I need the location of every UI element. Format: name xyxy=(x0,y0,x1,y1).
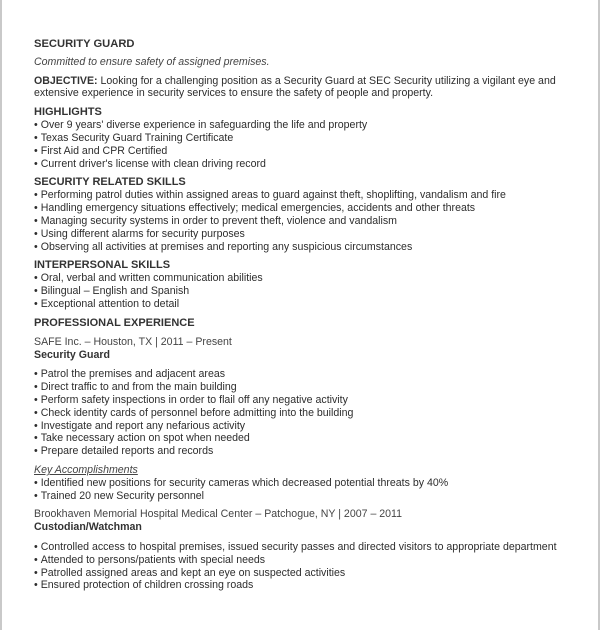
key-accomplishments-heading: Key Accomplishments xyxy=(34,463,138,476)
list-item-text: Over 9 years' diverse experience in safeguarding the life and property xyxy=(40,119,368,132)
resume-content xyxy=(34,38,574,598)
bullet-icon: • xyxy=(34,227,38,240)
resume-title: SECURITY GUARD xyxy=(34,38,135,50)
bullet-icon: • xyxy=(34,476,38,489)
list-item-text: Patrol the premises and adjacent areas xyxy=(40,368,226,381)
job-1-company: SAFE Inc. – Houston, TX | 2011 – Present xyxy=(34,335,232,348)
list-item xyxy=(34,158,574,171)
experience-heading: PROFESSIONAL EXPERIENCE xyxy=(34,316,195,329)
list-item-text: Ensured protection of children crossing roads xyxy=(40,579,254,592)
list-item-text: First Aid and CPR Certified xyxy=(40,144,168,157)
highlights-list xyxy=(34,119,574,170)
job-2-header xyxy=(34,508,574,534)
list-item xyxy=(34,541,574,554)
job-1-header xyxy=(34,336,574,362)
resume-tagline: Committed to ensure safety of assigned premises. xyxy=(34,55,270,68)
list-item-text: Investigate and report any nefarious activity xyxy=(40,419,246,432)
list-item-text: Observing all activities at premises and reporting any suspicious circumstances xyxy=(40,240,413,253)
list-item-text: Direct traffic to and from the main building xyxy=(40,381,237,394)
list-item-text: Controlled access to hospital premises, issued security passes and directed visitors to appropriate department xyxy=(40,540,557,553)
list-item-text: Patrolled assigned areas and kept an eye on suspected activities xyxy=(40,566,346,579)
list-item xyxy=(34,119,574,132)
list-item xyxy=(34,241,574,254)
key-accomplishments-list xyxy=(34,477,574,503)
list-item-text: Bilingual – English and Spanish xyxy=(40,285,190,298)
list-item xyxy=(34,394,574,407)
list-item xyxy=(34,445,574,458)
list-item xyxy=(34,285,574,298)
bullet-icon: • xyxy=(34,119,38,132)
list-item xyxy=(34,272,574,285)
list-item xyxy=(34,477,574,490)
interpersonal-skills-heading: INTERPERSONAL SKILLS xyxy=(34,259,171,272)
list-item xyxy=(34,132,574,145)
list-item xyxy=(34,228,574,241)
list-item-text: Identified new positions for security cameras which decreased potential threats by 40% xyxy=(40,476,449,489)
job-2-role: Custodian/Watchman xyxy=(34,521,142,534)
list-item-text: Oral, verbal and written communication abilities xyxy=(40,272,263,285)
list-item xyxy=(34,420,574,433)
list-item xyxy=(34,381,574,394)
list-item-text: Trained 20 new Security personnel xyxy=(40,489,205,502)
list-item-text: Exceptional attention to detail xyxy=(40,297,180,310)
job-2-company: Brookhaven Memorial Hospital Medical Center – Patchogue, NY | 2007 – 2011 xyxy=(34,508,403,521)
list-item xyxy=(34,298,574,311)
list-item xyxy=(34,189,574,202)
list-item xyxy=(34,567,574,580)
bullet-icon: • xyxy=(34,202,38,215)
list-item-text: Performing patrol duties within assigned areas to guard against theft, shoplifting, vandalism and fire xyxy=(40,189,506,202)
bullet-icon: • xyxy=(34,272,38,285)
list-item xyxy=(34,215,574,228)
list-item xyxy=(34,202,574,215)
list-item-text: Using different alarms for security purposes xyxy=(40,227,245,240)
job-2-duties xyxy=(34,541,574,592)
highlights-heading: HIGHLIGHTS xyxy=(34,106,102,119)
bullet-icon: • xyxy=(34,381,38,394)
bullet-icon: • xyxy=(34,419,38,432)
job-1-duties xyxy=(34,368,574,458)
bullet-icon: • xyxy=(34,489,38,502)
security-skills-heading: SECURITY RELATED SKILLS xyxy=(34,176,186,189)
bullet-icon: • xyxy=(34,240,38,253)
list-item-text: Prepare detailed reports and records xyxy=(40,445,214,458)
list-item xyxy=(34,432,574,445)
list-item-text: Take necessary action on spot when needed xyxy=(40,432,250,445)
list-item-text: Check identity cards of personnel before admitting into the building xyxy=(40,406,354,419)
bullet-icon: • xyxy=(34,368,38,381)
bullet-icon: • xyxy=(34,432,38,445)
bullet-icon: • xyxy=(34,285,38,298)
bullet-icon: • xyxy=(34,131,38,144)
job-1-role: Security Guard xyxy=(34,348,110,361)
interpersonal-skills-list xyxy=(34,272,574,310)
list-item-text: Managing security systems in order to prevent theft, violence and vandalism xyxy=(40,214,397,227)
list-item-text: Perform safety inspections in order to flail off any negative activity xyxy=(40,393,348,406)
bullet-icon: • xyxy=(34,406,38,419)
list-item-text: Current driver's license with clean driving record xyxy=(40,157,266,170)
list-item-text: Handling emergency situations effectively; medical emergencies, accidents and other threats xyxy=(40,202,476,215)
security-skills-list xyxy=(34,189,574,253)
objective-label: OBJECTIVE: xyxy=(34,74,98,87)
bullet-icon: • xyxy=(34,157,38,170)
objective-text: Looking for a challenging position as a Security Guard at SEC Security utilizing a vigilant eye and extensive experience in security services to ensure the safety of people and property. xyxy=(34,74,556,100)
list-item xyxy=(34,579,574,592)
bullet-icon: • xyxy=(34,189,38,202)
list-item xyxy=(34,490,574,503)
bullet-icon: • xyxy=(34,579,38,592)
bullet-icon: • xyxy=(34,445,38,458)
list-item xyxy=(34,368,574,381)
list-item xyxy=(34,407,574,420)
bullet-icon: • xyxy=(34,566,38,579)
list-item xyxy=(34,554,574,567)
bullet-icon: • xyxy=(34,553,38,566)
bullet-icon: • xyxy=(34,144,38,157)
bullet-icon: • xyxy=(34,540,38,553)
list-item-text: Texas Security Guard Training Certificate xyxy=(40,131,234,144)
bullet-icon: • xyxy=(34,214,38,227)
list-item xyxy=(34,145,574,158)
list-item-text: Attended to persons/patients with special needs xyxy=(40,553,266,566)
objective xyxy=(34,75,574,101)
bullet-icon: • xyxy=(34,297,38,310)
bullet-icon: • xyxy=(34,393,38,406)
